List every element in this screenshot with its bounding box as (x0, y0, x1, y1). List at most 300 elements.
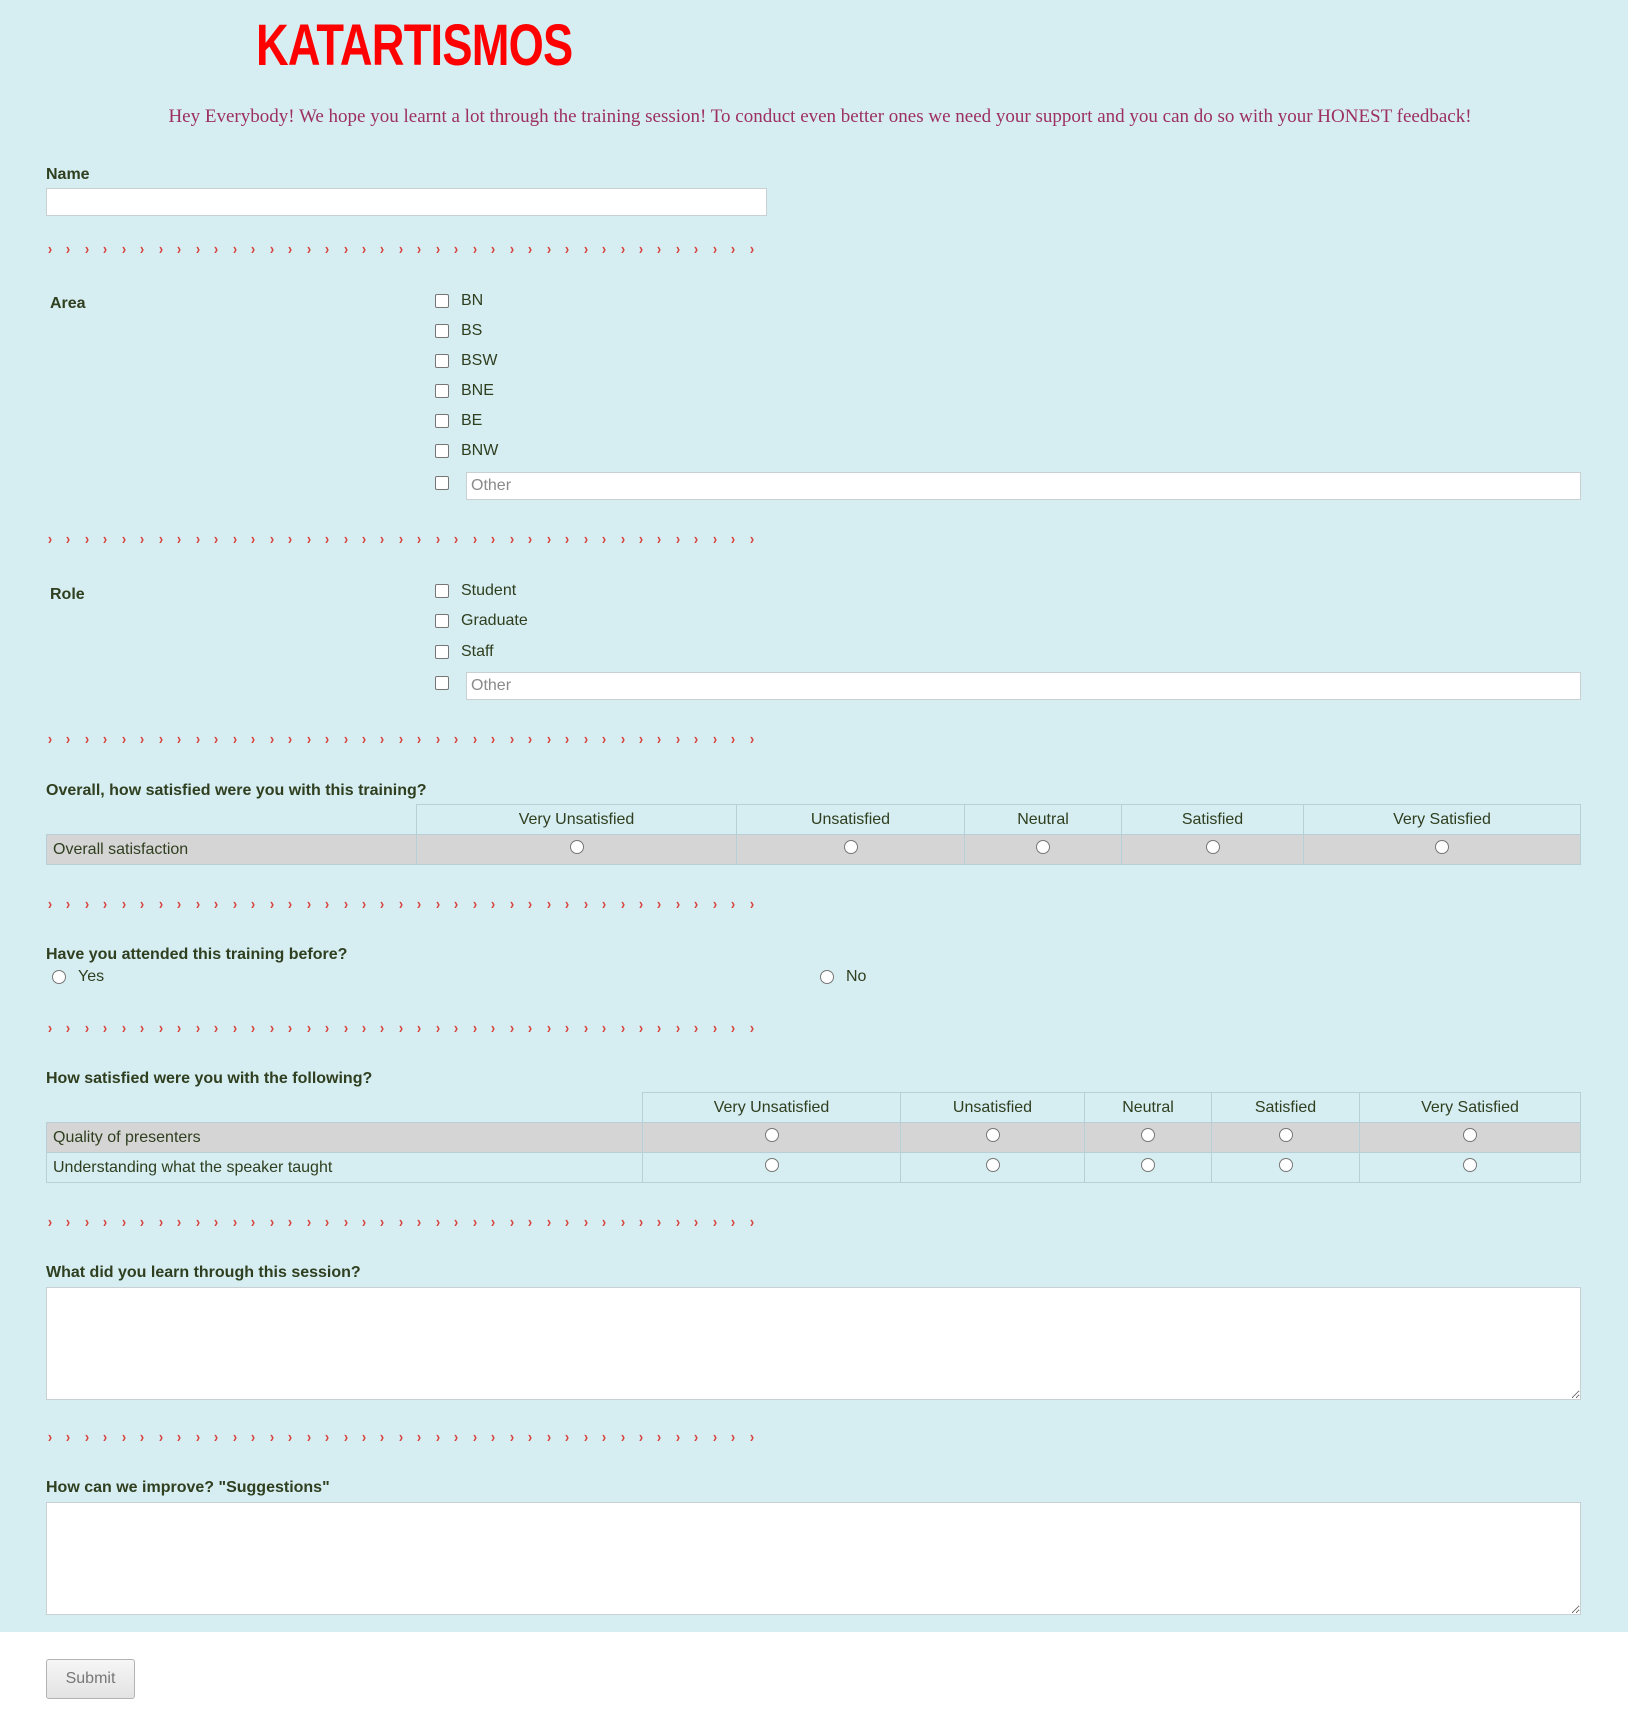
radio-no[interactable] (820, 970, 834, 984)
chevron-icon: › (47, 1429, 53, 1446)
chevron-icon: › (140, 896, 145, 913)
column-header: Satisfied (1122, 805, 1304, 835)
chevron-icon: › (417, 731, 422, 748)
chevron-icon: › (528, 531, 533, 548)
chevron-icon: › (232, 731, 237, 748)
divider (46, 897, 766, 913)
chevron-icon: › (712, 241, 717, 258)
chevron-icon: › (84, 731, 90, 748)
chevron-icon: › (269, 241, 274, 258)
chevron-icon: › (564, 241, 570, 258)
checkbox[interactable] (435, 444, 449, 458)
checkbox[interactable] (435, 676, 449, 690)
chevron-icon: › (546, 896, 551, 913)
area-option-bn[interactable]: BN (435, 292, 483, 310)
chevron-icon: › (749, 1020, 754, 1037)
area-option-bs[interactable]: BS (435, 322, 482, 340)
chevron-icon: › (731, 241, 736, 258)
chevron-icon: › (324, 241, 330, 258)
chevron-icon: › (509, 1429, 514, 1446)
chevron-icon: › (343, 731, 348, 748)
chevron-icon: › (546, 1214, 551, 1231)
chevron-icon: › (343, 1214, 348, 1231)
chevron-icon: › (417, 241, 422, 258)
chevron-icon: › (620, 241, 625, 258)
column-header: Neutral (1085, 1093, 1212, 1123)
radio-very-satisfied[interactable] (1463, 1128, 1477, 1142)
following-question-label: How satisfied were you with the following? (46, 1070, 373, 1087)
chevron-icon: › (324, 731, 330, 748)
radio-satisfied[interactable] (1279, 1158, 1293, 1172)
chevron-icon: › (601, 731, 607, 748)
chevron-icon: › (638, 731, 644, 748)
chevron-icon: › (84, 531, 90, 548)
chevron-icon: › (140, 1214, 145, 1231)
chevron-icon: › (214, 241, 219, 258)
chevron-icon: › (454, 531, 459, 548)
chevron-icon: › (491, 1214, 496, 1231)
chevron-icon: › (694, 896, 699, 913)
radio-very-unsatisfied[interactable] (570, 840, 584, 854)
chevron-icon: › (546, 1020, 551, 1037)
chevron-icon: › (251, 1429, 256, 1446)
radio-very-satisfied[interactable] (1463, 1158, 1477, 1172)
chevron-icon: › (251, 1020, 256, 1037)
chevron-icon: › (601, 241, 607, 258)
chevron-icon: › (103, 1429, 108, 1446)
chevron-icon: › (749, 241, 754, 258)
chevron-icon: › (287, 731, 293, 748)
page-title: KATARTISMOS (256, 13, 573, 78)
chevron-icon: › (620, 531, 625, 548)
checkbox[interactable] (435, 584, 449, 598)
chevron-icon: › (306, 1020, 311, 1037)
chevron-icon: › (66, 731, 71, 748)
chevron-icon: › (638, 241, 644, 258)
radio-unsatisfied[interactable] (986, 1128, 1000, 1142)
chevron-icon: › (343, 241, 348, 258)
checkbox[interactable] (435, 476, 449, 490)
chevron-icon: › (232, 1429, 237, 1446)
chevron-icon: › (435, 896, 440, 913)
chevron-icon: › (195, 531, 200, 548)
chevron-icon: › (306, 241, 311, 258)
improve-question-label: How can we improve? "Suggestions" (46, 1479, 330, 1496)
chevron-icon: › (509, 896, 514, 913)
chevron-icon: › (491, 241, 496, 258)
chevron-icon: › (103, 896, 108, 913)
radio-satisfied[interactable] (1206, 840, 1220, 854)
chevron-icon: › (177, 1429, 182, 1446)
chevron-icon: › (306, 531, 311, 548)
chevron-icon: › (66, 896, 71, 913)
chevron-icon: › (712, 1020, 717, 1037)
chevron-icon: › (657, 731, 662, 748)
chevron-icon: › (287, 1214, 293, 1231)
chevron-icon: › (232, 531, 237, 548)
chevron-icon: › (361, 531, 367, 548)
chevron-icon: › (472, 241, 477, 258)
chevron-icon: › (269, 531, 274, 548)
area-option-bnw[interactable]: BNW (435, 442, 498, 460)
chevron-icon: › (454, 1020, 459, 1037)
chevron-icon: › (380, 731, 385, 748)
chevron-icon: › (712, 1429, 717, 1446)
radio-unsatisfied[interactable] (844, 840, 858, 854)
chevron-icon: › (251, 896, 256, 913)
chevron-icon: › (195, 241, 200, 258)
checkbox[interactable] (435, 294, 449, 308)
chevron-icon: › (103, 1020, 108, 1037)
column-header: Neutral (965, 805, 1122, 835)
chevron-icon: › (749, 1214, 754, 1231)
radio-neutral[interactable] (1036, 840, 1050, 854)
chevron-icon: › (491, 731, 496, 748)
chevron-icon: › (509, 241, 514, 258)
radio-very-satisfied[interactable] (1435, 840, 1449, 854)
checkbox[interactable] (435, 414, 449, 428)
chevron-icon: › (177, 1020, 182, 1037)
chevron-icon: › (583, 241, 588, 258)
chevron-icon: › (583, 1020, 588, 1037)
chevron-icon: › (472, 1214, 477, 1231)
chevron-icon: › (712, 731, 717, 748)
chevron-icon: › (564, 531, 570, 548)
chevron-icon: › (472, 1429, 477, 1446)
chevron-icon: › (158, 1429, 163, 1446)
chevron-icon: › (694, 531, 699, 548)
area-label: Area (50, 295, 86, 312)
chevron-icon: › (121, 1020, 126, 1037)
chevron-icon: › (731, 1214, 736, 1231)
chevron-icon: › (47, 1214, 53, 1231)
chevron-icon: › (472, 531, 477, 548)
chevron-icon: › (306, 1429, 311, 1446)
attended-question-label: Have you attended this training before? (46, 946, 348, 963)
column-header: Unsatisfied (737, 805, 965, 835)
chevron-icon: › (454, 731, 459, 748)
chevron-icon: › (287, 896, 293, 913)
chevron-icon: › (398, 241, 404, 258)
chevron-icon: › (417, 531, 422, 548)
chevron-icon: › (509, 531, 514, 548)
chevron-icon: › (435, 1429, 440, 1446)
column-header: Unsatisfied (901, 1093, 1085, 1123)
chevron-icon: › (638, 1429, 644, 1446)
table-row (47, 1153, 1581, 1183)
chevron-icon: › (509, 1214, 514, 1231)
chevron-icon: › (361, 241, 367, 258)
chevron-icon: › (749, 531, 754, 548)
chevron-icon: › (47, 531, 53, 548)
chevron-icon: › (491, 531, 496, 548)
chevron-icon: › (269, 896, 274, 913)
chevron-icon: › (380, 896, 385, 913)
role-option-student[interactable]: Student (435, 582, 516, 600)
chevron-icon: › (269, 1429, 274, 1446)
chevron-icon: › (749, 731, 754, 748)
chevron-icon: › (158, 731, 163, 748)
chevron-icon: › (601, 1429, 607, 1446)
chevron-icon: › (583, 1429, 588, 1446)
chevron-icon: › (528, 1429, 533, 1446)
chevron-icon: › (361, 731, 367, 748)
chevron-icon: › (140, 531, 145, 548)
chevron-icon: › (491, 1429, 496, 1446)
area-other-input[interactable] (466, 472, 1581, 500)
chevron-icon: › (103, 241, 108, 258)
chevron-icon: › (343, 1020, 348, 1037)
chevron-icon: › (84, 241, 90, 258)
chevron-icon: › (564, 1429, 570, 1446)
chevron-icon: › (583, 896, 588, 913)
chevron-icon: › (731, 1429, 736, 1446)
chevron-icon: › (435, 241, 440, 258)
chevron-icon: › (712, 531, 717, 548)
role-option-graduate[interactable]: Graduate (435, 612, 528, 630)
area-option-other[interactable] (435, 476, 461, 490)
chevron-icon: › (731, 531, 736, 548)
chevron-icon: › (214, 531, 219, 548)
chevron-icon: › (509, 1020, 514, 1037)
chevron-icon: › (657, 1020, 662, 1037)
chevron-icon: › (121, 241, 126, 258)
checkbox[interactable] (435, 354, 449, 368)
chevron-icon: › (343, 531, 348, 548)
radio-unsatisfied[interactable] (986, 1158, 1000, 1172)
chevron-icon: › (343, 1429, 348, 1446)
chevron-icon: › (454, 896, 459, 913)
checkbox[interactable] (435, 324, 449, 338)
chevron-icon: › (454, 1429, 459, 1446)
chevron-icon: › (361, 1429, 367, 1446)
chevron-icon: › (528, 731, 533, 748)
chevron-icon: › (657, 241, 662, 258)
chevron-icon: › (528, 1020, 533, 1037)
table-row (47, 835, 1581, 865)
chevron-icon: › (103, 1214, 108, 1231)
chevron-icon: › (675, 531, 681, 548)
row-label: Understanding what the speaker taught (47, 1153, 643, 1183)
chevron-icon: › (158, 896, 163, 913)
chevron-icon: › (675, 1214, 681, 1231)
chevron-icon: › (583, 531, 588, 548)
chevron-icon: › (158, 1020, 163, 1037)
chevron-icon: › (195, 896, 200, 913)
following-matrix (46, 1092, 1581, 1183)
chevron-icon: › (47, 731, 53, 748)
chevron-icon: › (287, 1429, 293, 1446)
chevron-icon: › (546, 531, 551, 548)
chevron-icon: › (601, 1020, 607, 1037)
chevron-icon: › (66, 531, 71, 548)
chevron-icon: › (47, 896, 53, 913)
chevron-icon: › (638, 896, 644, 913)
chevron-icon: › (251, 731, 256, 748)
chevron-icon: › (435, 1214, 440, 1231)
chevron-icon: › (177, 731, 182, 748)
chevron-icon: › (121, 531, 126, 548)
chevron-icon: › (712, 1214, 717, 1231)
chevron-icon: › (472, 896, 477, 913)
chevron-icon: › (398, 896, 404, 913)
learn-question-label: What did you learn through this session? (46, 1264, 361, 1281)
chevron-icon: › (417, 1020, 422, 1037)
radio-yes[interactable] (52, 970, 66, 984)
chevron-icon: › (694, 241, 699, 258)
checkbox[interactable] (435, 614, 449, 628)
chevron-icon: › (398, 1214, 404, 1231)
radio-satisfied[interactable] (1279, 1128, 1293, 1142)
chevron-icon: › (675, 731, 681, 748)
attended-option-yes[interactable]: Yes (52, 968, 104, 986)
chevron-icon: › (195, 731, 200, 748)
chevron-icon: › (343, 896, 348, 913)
chevron-icon: › (546, 1429, 551, 1446)
chevron-icon: › (84, 1429, 90, 1446)
chevron-icon: › (251, 1214, 256, 1231)
chevron-icon: › (657, 896, 662, 913)
divider (46, 1215, 766, 1231)
chevron-icon: › (546, 241, 551, 258)
chevron-icon: › (140, 241, 145, 258)
chevron-icon: › (417, 1214, 422, 1231)
role-option-staff[interactable]: Staff (435, 643, 494, 661)
chevron-icon: › (84, 896, 90, 913)
chevron-icon: › (601, 896, 607, 913)
chevron-icon: › (195, 1214, 200, 1231)
column-header: Satisfied (1212, 1093, 1360, 1123)
chevron-icon: › (232, 1020, 237, 1037)
chevron-icon: › (620, 896, 625, 913)
chevron-icon: › (712, 896, 717, 913)
chevron-icon: › (324, 531, 330, 548)
chevron-icon: › (509, 731, 514, 748)
overall-matrix (46, 804, 1581, 865)
chevron-icon: › (66, 1020, 71, 1037)
chevron-icon: › (657, 1429, 662, 1446)
chevron-icon: › (546, 731, 551, 748)
chevron-icon: › (214, 1020, 219, 1037)
chevron-icon: › (306, 1214, 311, 1231)
divider (46, 242, 766, 258)
chevron-icon: › (454, 1214, 459, 1231)
chevron-icon: › (269, 731, 274, 748)
chevron-icon: › (472, 1020, 477, 1037)
name-label: Name (46, 166, 90, 183)
row-label: Overall satisfaction (47, 835, 417, 865)
chevron-icon: › (435, 1020, 440, 1037)
radio-neutral[interactable] (1141, 1128, 1155, 1142)
chevron-icon: › (620, 731, 625, 748)
chevron-icon: › (620, 1020, 625, 1037)
chevron-icon: › (528, 241, 533, 258)
chevron-icon: › (287, 1020, 293, 1037)
chevron-icon: › (251, 241, 256, 258)
chevron-icon: › (214, 1429, 219, 1446)
chevron-icon: › (121, 1429, 126, 1446)
chevron-icon: › (601, 531, 607, 548)
chevron-icon: › (417, 896, 422, 913)
checkbox[interactable] (435, 645, 449, 659)
chevron-icon: › (638, 531, 644, 548)
divider (46, 1021, 766, 1037)
radio-neutral[interactable] (1141, 1158, 1155, 1172)
submit-button[interactable]: Submit (46, 1659, 135, 1699)
area-option-be[interactable]: BE (435, 412, 482, 430)
chevron-icon: › (694, 1214, 699, 1231)
chevron-icon: › (398, 1429, 404, 1446)
role-other-input[interactable] (466, 672, 1581, 700)
chevron-icon: › (601, 1214, 607, 1231)
chevron-icon: › (583, 731, 588, 748)
chevron-icon: › (306, 731, 311, 748)
chevron-icon: › (66, 1429, 71, 1446)
chevron-icon: › (380, 1214, 385, 1231)
chevron-icon: › (491, 896, 496, 913)
chevron-icon: › (491, 1020, 496, 1037)
chevron-icon: › (472, 731, 477, 748)
column-header: Very Unsatisfied (643, 1093, 901, 1123)
chevron-icon: › (749, 896, 754, 913)
chevron-icon: › (675, 1429, 681, 1446)
role-option-other[interactable] (435, 676, 461, 690)
chevron-icon: › (251, 531, 256, 548)
chevron-icon: › (232, 896, 237, 913)
chevron-icon: › (214, 896, 219, 913)
chevron-icon: › (564, 1020, 570, 1037)
chevron-icon: › (731, 1020, 736, 1037)
chevron-icon: › (380, 531, 385, 548)
overall-question-label: Overall, how satisfied were you with this training? (46, 782, 427, 799)
chevron-icon: › (214, 731, 219, 748)
chevron-icon: › (269, 1020, 274, 1037)
divider (46, 732, 766, 748)
area-option-bne[interactable]: BNE (435, 382, 494, 400)
chevron-icon: › (638, 1020, 644, 1037)
chevron-icon: › (454, 241, 459, 258)
chevron-icon: › (177, 1214, 182, 1231)
radio-very-unsatisfied[interactable] (765, 1128, 779, 1142)
column-header: Very Unsatisfied (417, 805, 737, 835)
chevron-icon: › (177, 241, 182, 258)
chevron-icon: › (564, 1214, 570, 1231)
chevron-icon: › (103, 731, 108, 748)
chevron-icon: › (675, 896, 681, 913)
name-input[interactable] (46, 188, 767, 216)
chevron-icon: › (47, 1020, 53, 1037)
chevron-icon: › (528, 896, 533, 913)
checkbox[interactable] (435, 384, 449, 398)
area-option-bsw[interactable]: BSW (435, 352, 497, 370)
chevron-icon: › (177, 896, 182, 913)
chevron-icon: › (675, 1020, 681, 1037)
improve-textarea[interactable] (46, 1502, 1581, 1615)
chevron-icon: › (121, 1214, 126, 1231)
attended-option-no[interactable]: No (820, 968, 866, 986)
chevron-icon: › (694, 731, 699, 748)
chevron-icon: › (380, 1429, 385, 1446)
chevron-icon: › (287, 531, 293, 548)
column-header: Very Satisfied (1360, 1093, 1581, 1123)
table-row (47, 1123, 1581, 1153)
chevron-icon: › (361, 1214, 367, 1231)
chevron-icon: › (158, 241, 163, 258)
chevron-icon: › (638, 1214, 644, 1231)
chevron-icon: › (380, 241, 385, 258)
learn-textarea[interactable] (46, 1287, 1581, 1400)
radio-very-unsatisfied[interactable] (765, 1158, 779, 1172)
